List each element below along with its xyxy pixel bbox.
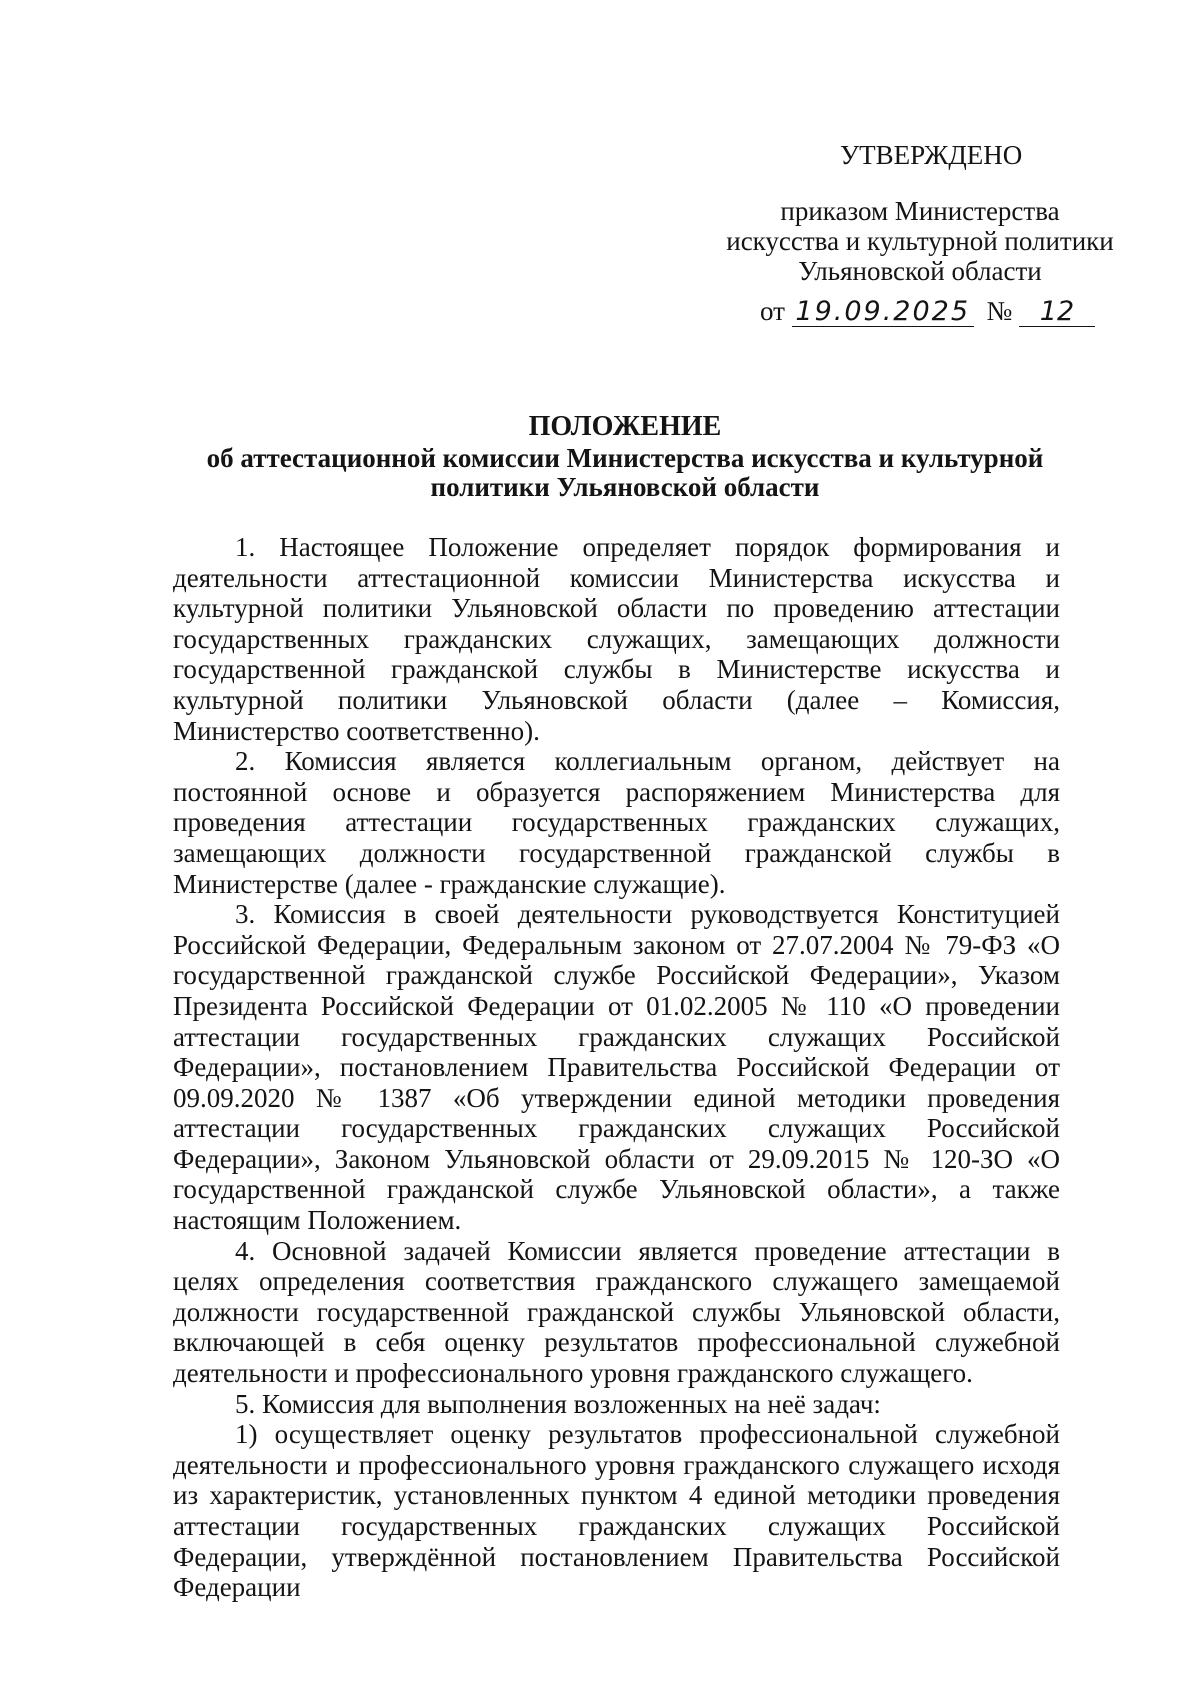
date-prefix: от [760,296,785,326]
paragraph-5-item-1: 1) осуществляет оценку результатов профессиональной служебной деятельности и профессионального уровня гражданского служащего исходя из характеристик, установленных пунктом 4 единой методики проведения аттестации государственных гражданских служащих Российской Федерации, утверждённой постановлением Правительства Российской Федерации [173,1419,1060,1603]
order-date-line [760,296,1095,327]
approving-authority [700,196,1140,286]
number-prefix: № [986,296,1013,326]
document-title: ПОЛОЖЕНИЕ [528,411,722,442]
paragraph-1: 1. Настоящее Положение определяет порядок формирования и деятельности аттестационной комиссии Министерства искусства и культурной политики Ульяновской области по проведению аттестации государственных гражданских служащих, замещающих должности государственной гражданской службы в Министерстве искусства и культурной политики Ульяновской области (далее – Комиссия, Министерство соответственно). [173,532,1060,746]
paragraph-2: 2. Комиссия является коллегиальным органом, действует на постоянной основе и образуется распоряжением Министерства для проведения аттестации государственных гражданских служащих, замещающих должности государственной гражданской службы в Министерстве (далее - гражданские служащие). [173,746,1060,899]
paragraph-3: 3. Комиссия в своей деятельности руководствуется Конституцией Российской Федерации, Федеральным законом от 27.07.2004 № 79-ФЗ «О государственной гражданской службе Российской Федерации», Указом Президента Российской Федерации от 01.02.2005 № 110 «О проведении аттестации государственных гражданских служащих Российской Федерации», постановлением Правительства Российской Федерации от 09.09.2020 № 1387 «Об утверждении единой методики проведения аттестации государственных гражданских служащих Российской Федерации», Законом Ульяновской области от 29.09.2015 № 120-ЗО «О государственной гражданской службе Ульяновской области», а также настоящим Положением. [173,899,1060,1236]
paragraph-5: 5. Комиссия для выполнения возложенных на неё задач: [235,1388,881,1419]
document-subtitle: об аттестационной комиссии Министерства искусства и культурной политики Ульяновской области [206,443,1044,502]
approval-line-3: Ульяновской области [798,256,1042,286]
order-date-handwritten: 19.09.2025 [792,298,974,327]
paragraph-4: 4. Основной задачей Комиссии является проведение аттестации в целях определения соответствия гражданского служащего замещаемой должности государственной гражданской службы Ульяновской области, включающей в себя оценку результатов профессиональной служебной деятельности и профессионального уровня гражданского служащего. [173,1235,1060,1389]
document-body [173,532,1060,1603]
approved-label: УТВЕРЖДЕНО [840,140,1023,170]
approval-line-1: приказом Министерства [780,196,1060,226]
approval-line-2: искусства и культурной политики [726,226,1114,256]
order-number-handwritten: 12 [1019,298,1095,327]
document-title-block [175,412,1075,502]
